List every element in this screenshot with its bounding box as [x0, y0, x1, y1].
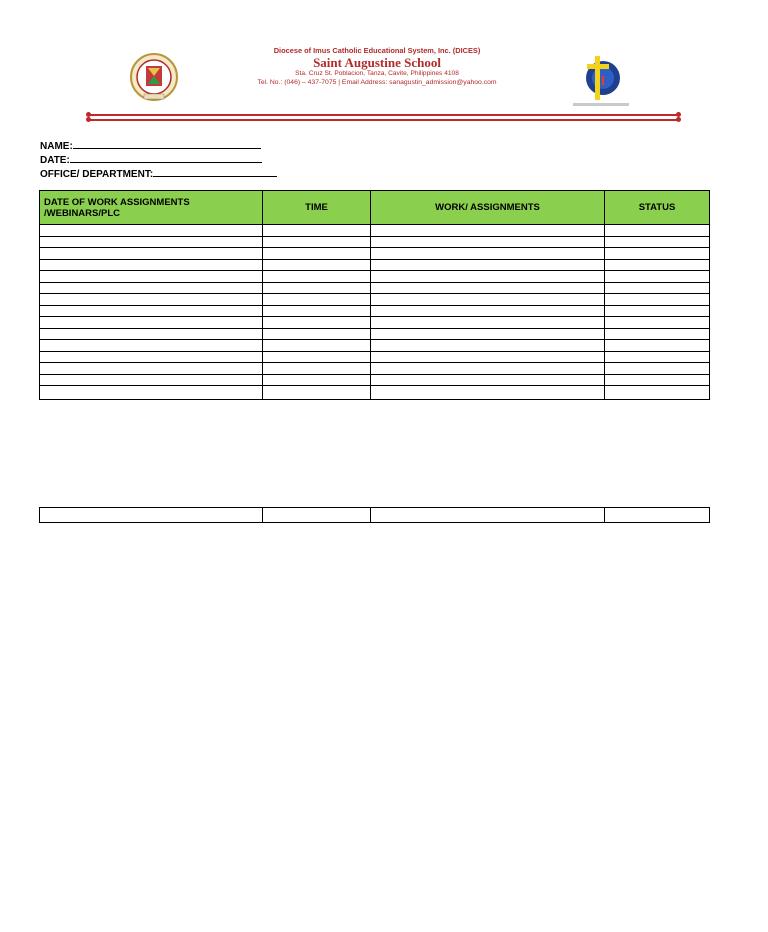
- table-row: [40, 225, 710, 237]
- table-cell[interactable]: [263, 282, 371, 294]
- table-row: [40, 271, 710, 283]
- header-rule-top: [89, 114, 678, 116]
- name-field[interactable]: [40, 138, 261, 153]
- table-row: [40, 351, 710, 363]
- table-cell[interactable]: [371, 328, 605, 340]
- table-cell[interactable]: [40, 294, 263, 306]
- table-cell[interactable]: [371, 248, 605, 260]
- table-row: [40, 305, 710, 317]
- table-cell[interactable]: [605, 259, 710, 271]
- school-address: Sta. Cruz St. Poblacion, Tanza, Cavite, Philippines 4108: [295, 70, 459, 77]
- table-cell[interactable]: [605, 248, 710, 260]
- office-label: OFFICE/ DEPARTMENT:: [40, 169, 154, 180]
- table-cell[interactable]: [40, 305, 263, 317]
- table-cell[interactable]: [263, 363, 371, 375]
- table-cell[interactable]: [263, 271, 371, 283]
- cross-emblem-icon: [571, 52, 631, 112]
- table-cell[interactable]: [263, 340, 371, 352]
- table-cell[interactable]: [371, 259, 605, 271]
- table-row: [40, 294, 710, 306]
- svg-text:I: I: [600, 74, 606, 89]
- school-contact: Tel. No.: (046) – 437-7075 | Email Address: sanagustin_admission@yahoo.com: [257, 79, 497, 86]
- table-cell[interactable]: [371, 340, 605, 352]
- date-blank[interactable]: [70, 152, 262, 163]
- table-cell[interactable]: [605, 271, 710, 283]
- table-cell[interactable]: [40, 340, 263, 352]
- table-cell[interactable]: [263, 351, 371, 363]
- table-cell[interactable]: [40, 259, 263, 271]
- diocese-line: Diocese of Imus Catholic Educational System, Inc. (DICES): [273, 46, 481, 55]
- table-cell[interactable]: [40, 374, 263, 386]
- name-label: NAME:: [40, 141, 73, 152]
- table-cell[interactable]: [371, 386, 605, 400]
- summary-row-table: [39, 507, 710, 523]
- table-cell[interactable]: [263, 259, 371, 271]
- table-cell[interactable]: [40, 508, 263, 523]
- table-cell[interactable]: [263, 294, 371, 306]
- column-header-work: WORK/ ASSIGNMENTS: [371, 191, 605, 225]
- column-header-status: STATUS: [605, 191, 710, 225]
- work-log-table: [39, 190, 710, 400]
- table-row: [40, 317, 710, 329]
- table-row: [40, 328, 710, 340]
- table-row: [40, 508, 710, 523]
- school-header: [232, 46, 522, 87]
- table-cell[interactable]: [371, 305, 605, 317]
- table-cell[interactable]: [40, 363, 263, 375]
- table-cell[interactable]: [263, 328, 371, 340]
- office-blank[interactable]: [153, 166, 277, 177]
- table-cell[interactable]: [371, 271, 605, 283]
- table-cell[interactable]: [40, 282, 263, 294]
- table-row: [40, 340, 710, 352]
- office-field[interactable]: [40, 166, 277, 181]
- table-cell[interactable]: [605, 386, 710, 400]
- table-cell[interactable]: [40, 328, 263, 340]
- school-name: Saint Augustine School: [313, 55, 441, 70]
- table-cell[interactable]: [40, 317, 263, 329]
- table-row: [40, 282, 710, 294]
- table-cell[interactable]: [605, 236, 710, 248]
- table-row: [40, 259, 710, 271]
- column-header-date: DATE OF WORK ASSIGNMENTS /WEBINARS/PLC: [40, 191, 263, 225]
- table-cell[interactable]: [371, 351, 605, 363]
- table-cell[interactable]: [263, 236, 371, 248]
- table-cell[interactable]: [40, 225, 263, 237]
- table-cell[interactable]: [263, 305, 371, 317]
- table-cell[interactable]: [605, 351, 710, 363]
- table-cell[interactable]: [605, 294, 710, 306]
- table-cell[interactable]: [605, 328, 710, 340]
- school-seal-icon: [126, 52, 182, 102]
- table-cell[interactable]: [605, 374, 710, 386]
- table-cell[interactable]: [263, 225, 371, 237]
- name-blank[interactable]: [73, 138, 261, 149]
- table-cell[interactable]: [605, 225, 710, 237]
- table-cell[interactable]: [40, 248, 263, 260]
- date-field[interactable]: [40, 152, 262, 167]
- table-cell[interactable]: [371, 317, 605, 329]
- table-cell[interactable]: [605, 508, 710, 523]
- table-cell[interactable]: [605, 363, 710, 375]
- table-cell[interactable]: [40, 236, 263, 248]
- table-row: [40, 386, 710, 400]
- table-cell[interactable]: [263, 508, 371, 523]
- table-cell[interactable]: [371, 282, 605, 294]
- table-cell[interactable]: [371, 508, 605, 523]
- table-cell[interactable]: [605, 340, 710, 352]
- table-cell[interactable]: [605, 282, 710, 294]
- table-cell[interactable]: [371, 236, 605, 248]
- table-cell[interactable]: [371, 374, 605, 386]
- table-cell[interactable]: [40, 351, 263, 363]
- table-cell[interactable]: [263, 317, 371, 329]
- table-row: [40, 248, 710, 260]
- table-row: [40, 374, 710, 386]
- table-row: [40, 236, 710, 248]
- table-body: [40, 225, 710, 400]
- table-cell[interactable]: [371, 294, 605, 306]
- table-cell[interactable]: [371, 363, 605, 375]
- table-cell[interactable]: [371, 225, 605, 237]
- table-row: [40, 363, 710, 375]
- date-label: DATE:: [40, 155, 70, 166]
- table-cell[interactable]: [605, 317, 710, 329]
- table-cell[interactable]: [605, 305, 710, 317]
- table-header-row: [40, 191, 710, 225]
- column-header-time: TIME: [263, 191, 371, 225]
- table-cell[interactable]: [263, 248, 371, 260]
- table-cell[interactable]: [40, 271, 263, 283]
- table-cell[interactable]: [40, 386, 263, 400]
- table-cell[interactable]: [263, 386, 371, 400]
- table-cell[interactable]: [263, 374, 371, 386]
- header-rule-bottom: [89, 119, 678, 121]
